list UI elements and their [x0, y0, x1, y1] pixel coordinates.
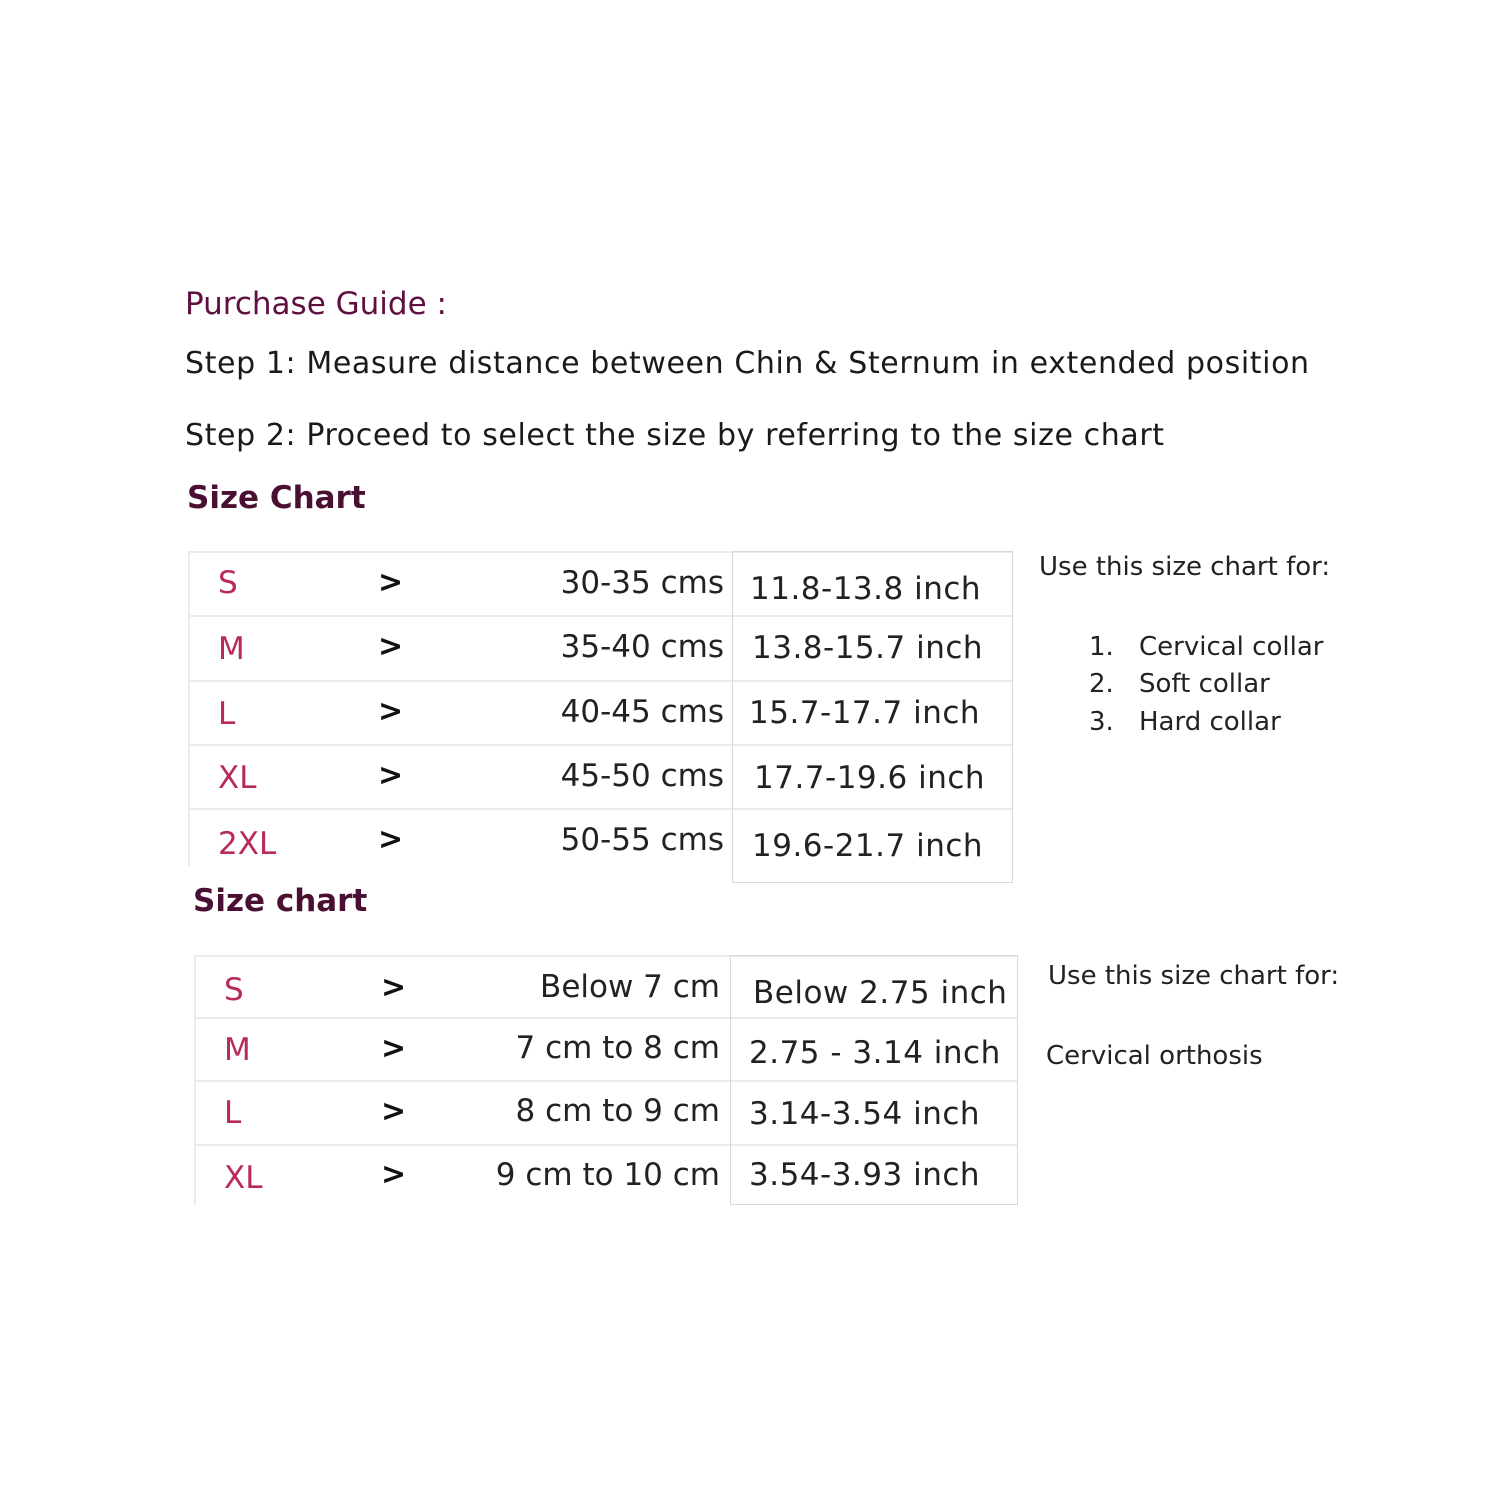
inch-range: 13.8-15.7 inch — [752, 630, 984, 666]
step-1-text: Step 1: Measure distance between Chin & Sternum in extended position — [185, 346, 1310, 381]
size-label: 2XL — [218, 826, 277, 862]
table-row — [194, 1080, 1018, 1144]
table-row — [188, 680, 1013, 744]
size-label: L — [218, 696, 236, 732]
table-row — [194, 1144, 1018, 1205]
chevron-right-icon: > — [381, 1094, 407, 1129]
table-row — [188, 615, 1013, 680]
size-chart-1-title: Size Chart — [187, 480, 366, 516]
table-row — [194, 1017, 1018, 1080]
size-label: XL — [218, 760, 257, 796]
chevron-right-icon: > — [378, 758, 404, 793]
chevron-right-icon: > — [378, 694, 404, 729]
list-number: 2. — [1089, 669, 1114, 699]
chevron-right-icon: > — [381, 970, 407, 1005]
table-row — [188, 808, 1013, 872]
size-label: S — [218, 565, 238, 601]
chevron-right-icon: > — [378, 565, 404, 600]
chart-1-usage-heading: Use this size chart for: — [1039, 552, 1331, 582]
inch-range: 3.14-3.54 inch — [749, 1096, 981, 1132]
cm-range: 40-45 cms — [560, 694, 724, 730]
list-label: Cervical collar — [1139, 632, 1324, 662]
chevron-right-icon: > — [381, 1157, 407, 1192]
list-label: Hard collar — [1139, 707, 1281, 737]
size-label: S — [224, 972, 244, 1008]
chevron-right-icon: > — [378, 629, 404, 664]
cm-range: 30-35 cms — [560, 565, 724, 601]
chevron-right-icon: > — [378, 822, 404, 857]
chart-2-usage-item: Cervical orthosis — [1046, 1041, 1263, 1071]
size-label: M — [224, 1032, 251, 1068]
cm-range: 35-40 cms — [560, 629, 724, 665]
inch-range: Below 2.75 inch — [753, 975, 1008, 1011]
cm-range: 9 cm to 10 cm — [495, 1157, 720, 1193]
list-number: 3. — [1089, 707, 1114, 737]
inch-range: 3.54-3.93 inch — [749, 1157, 981, 1193]
size-label: M — [218, 631, 245, 667]
chart-2-usage-heading: Use this size chart for: — [1048, 961, 1340, 991]
size-label: L — [224, 1095, 242, 1131]
list-number: 1. — [1089, 632, 1114, 662]
cm-range: 7 cm to 8 cm — [515, 1030, 720, 1066]
cm-range: 50-55 cms — [560, 822, 724, 858]
inch-range: 19.6-21.7 inch — [752, 828, 984, 864]
step-2-text: Step 2: Proceed to select the size by referring to the size chart — [185, 418, 1165, 453]
size-chart-1-table — [188, 551, 1013, 883]
table-row — [194, 955, 1018, 1017]
purchase-guide-title: Purchase Guide : — [185, 286, 447, 322]
inch-range: 15.7-17.7 inch — [749, 695, 981, 731]
cm-range: 45-50 cms — [560, 758, 724, 794]
table-row — [188, 744, 1013, 808]
cm-range: Below 7 cm — [540, 969, 720, 1005]
table-row — [188, 551, 1013, 615]
list-label: Soft collar — [1139, 669, 1270, 699]
inch-range: 17.7-19.6 inch — [754, 760, 986, 796]
cm-range: 8 cm to 9 cm — [515, 1093, 720, 1129]
chevron-right-icon: > — [381, 1031, 407, 1066]
size-chart-2-table — [194, 955, 1018, 1205]
inch-range: 11.8-13.8 inch — [750, 571, 982, 607]
size-label: XL — [224, 1160, 263, 1196]
size-chart-2-title: Size chart — [193, 883, 368, 919]
inch-range: 2.75 - 3.14 inch — [749, 1035, 1001, 1071]
